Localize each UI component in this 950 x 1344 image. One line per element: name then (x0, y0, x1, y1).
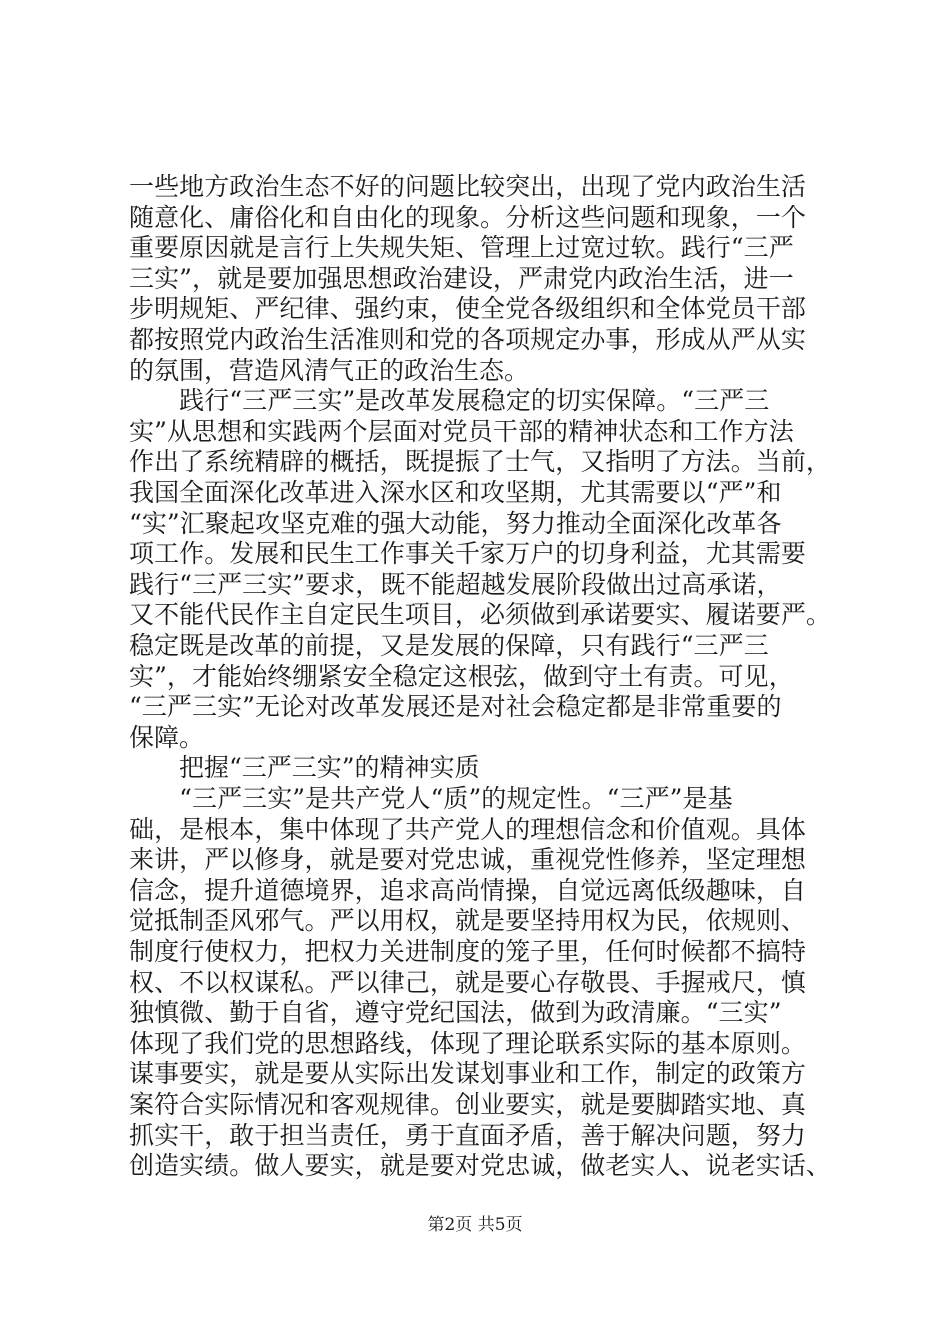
text-line: 体现了我们党的思想路线，体现了理论联系实际的基本原则。 (129, 1028, 807, 1058)
text-line: 独慎微、勤于自省，遵守党纪国法，做到为政清廉。“三实” (129, 998, 782, 1028)
page-number-footer: 第2页 共5页 (427, 1215, 523, 1235)
text-line: 项工作。发展和民生工作事关千家万户的切身利益，尤其需要 (129, 539, 807, 569)
text-line: 础，是根本，集中体现了共产党人的理想信念和价值观。具体 (129, 814, 807, 844)
text-line: 权、不以权谋私。严以律己，就是要心存敬畏、手握戒尺，慎 (129, 967, 807, 997)
text-line: 践行“三严三实”要求，既不能超越发展阶段做出过高承诺， (129, 569, 782, 599)
text-line: 把握“三严三实”的精神实质 (129, 753, 480, 783)
text-line: “三严三实”无论对改革发展还是对社会稳定都是非常重要的 (129, 692, 782, 722)
text-line: 抓实干，敢于担当责任，勇于直面矛盾，善于解决问题，努力 (129, 1120, 807, 1150)
text-line: 来讲，严以修身，就是要对党忠诚，重视党性修养，坚定理想 (129, 845, 807, 875)
text-line: 觉抵制歪风邪气。严以用权，就是要坚持用权为民，依规则、 (129, 906, 807, 936)
text-line: 保障。 (129, 722, 205, 752)
text-line: 制度行使权力，把权力关进制度的笼子里，任何时候都不搞特 (129, 937, 807, 966)
text-line: 步明规矩、严纪律、强约束，使全党各级组织和全体党员干部 (129, 294, 807, 324)
text-line: 又不能代民作主自定民生项目，必须做到承诺要实、履诺要严。 (129, 600, 832, 630)
text-line: “实”汇聚起攻坚克难的强大动能，努力推动全面深化改革各 (129, 508, 782, 538)
text-line: 的氛围，营造风清气正的政治生态。 (129, 355, 530, 385)
text-line: 实”，才能始终绷紧安全稳定这根弦，做到守土有责。可见， (129, 661, 794, 691)
text-line: “三严三实”是共产党人“质”的规定性。“三严”是基 (129, 784, 733, 813)
text-line: 案符合实际情况和客观规律。创业要实，就是要脚踏实地、真 (129, 1090, 807, 1119)
text-line: 我国全面深化改革进入深水区和攻坚期，尤其需要以“严”和 (129, 478, 782, 507)
text-line: 践行“三严三实”是改革发展稳定的切实保障。“三严三 (129, 386, 770, 416)
text-line: 都按照党内政治生活准则和党的各项规定办事，形成从严从实 (129, 325, 807, 354)
text-line: 实”从思想和实践两个层面对党员干部的精神状态和工作方法 (129, 416, 794, 446)
text-line: 随意化、庸俗化和自由化的现象。分析这些问题和现象，一个 (129, 202, 807, 232)
text-line: 作出了系统精辟的概括，既提振了士气，又指明了方法。当前， (129, 447, 832, 477)
text-line: 三实”，就是要加强思想政治建设，严肃党内政治生活，进一 (129, 263, 794, 293)
text-line: 重要原因就是言行上失规失矩、管理上过宽过软。践行“三严 (129, 233, 794, 263)
text-line: 稳定既是改革的前提，又是发展的保障，只有践行“三严三 (129, 631, 769, 660)
text-line: 谋事要实，就是要从实际出发谋划事业和工作，制定的政策方 (129, 1059, 807, 1089)
text-line: 信念，提升道德境界，追求高尚情操，自觉远离低级趣味，自 (129, 875, 807, 905)
text-line: 创造实绩。做人要实，就是要对党忠诚，做老实人、说老实话、 (129, 1151, 832, 1181)
text-line: 一些地方政治生态不好的问题比较突出，出现了党内政治生活 (129, 172, 807, 201)
